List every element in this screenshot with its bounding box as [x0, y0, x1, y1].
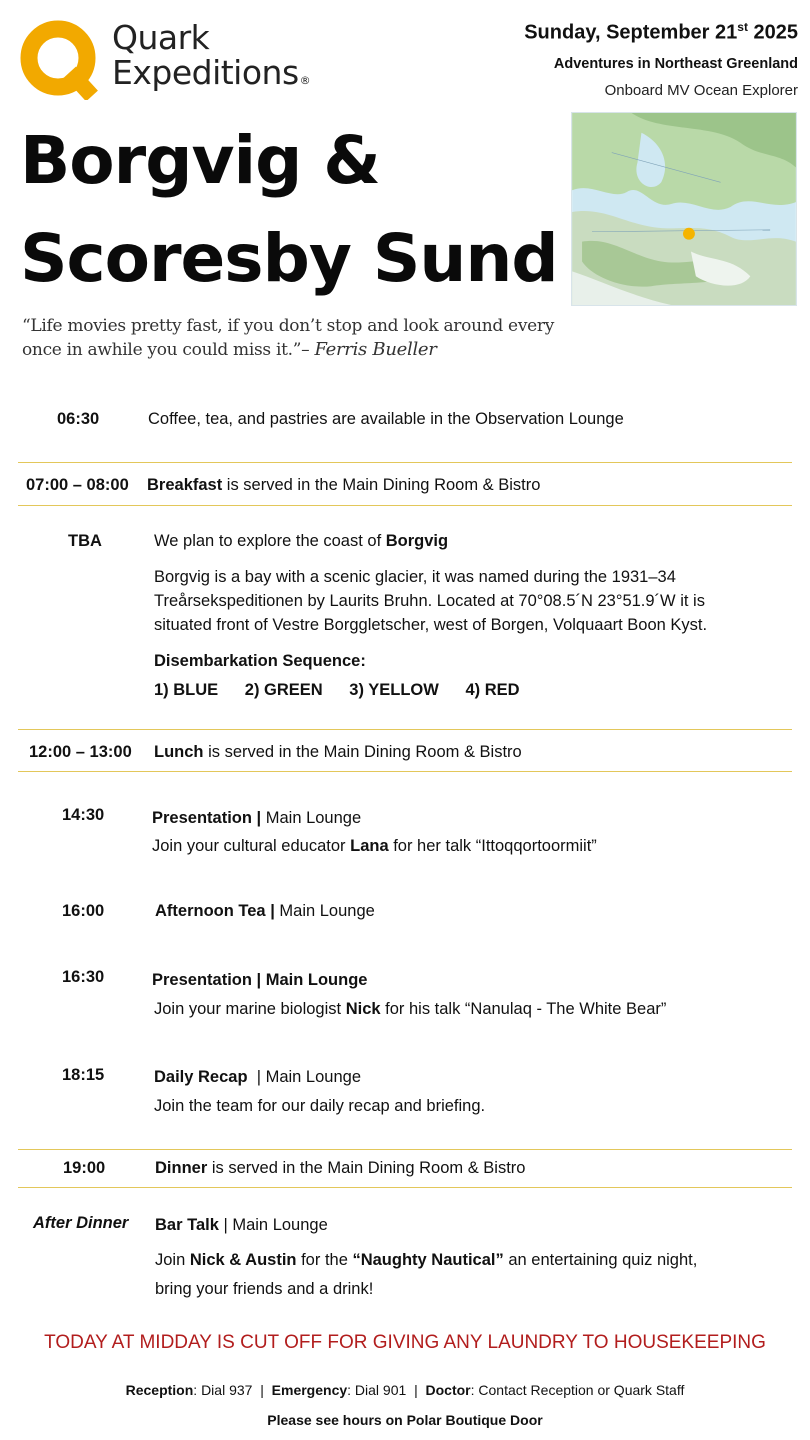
presentation-2-desc-end: for his talk “Nanulaq - The White Bear” — [380, 1000, 667, 1018]
registered-mark: ® — [299, 74, 311, 87]
bar-talk-hosts: Nick & Austin — [189, 1251, 297, 1269]
presentation-1-time: 14:30 — [62, 806, 105, 824]
presentation-2-desc-start: Join your marine biologist — [154, 1000, 346, 1018]
dinner-text — [155, 1159, 525, 1178]
contact-info — [0, 1382, 810, 1398]
bar-talk-venue: | Main Lounge — [218, 1216, 328, 1234]
route-map — [571, 112, 797, 306]
sequence-item: 1) BLUE — [154, 681, 219, 699]
tea-label: Afternoon Tea | — [155, 902, 280, 920]
tea-title — [155, 902, 375, 921]
lunch-label: Lunch — [154, 743, 204, 761]
tea-venue: Main Lounge — [279, 902, 375, 920]
page-title — [20, 112, 560, 308]
reception-value: : Dial 937 — [193, 1382, 253, 1398]
emergency-value: : Dial 901 — [347, 1382, 407, 1398]
title-line-2: Scoresby Sund — [20, 220, 558, 297]
borgvig-line: situated front of Vestre Borggletscher, west of Borgen, Volquaart Boon Kyst. — [154, 616, 708, 634]
bar-talk-event-desc: an entertaining quiz night, — [503, 1251, 698, 1269]
breakfast-label: Breakfast — [147, 476, 223, 494]
recap-venue: | Main Lounge — [247, 1068, 361, 1086]
trip-subtitle: Adventures in Northeast Greenland — [553, 56, 798, 72]
recap-desc: Join the team for our daily recap and briefing. — [154, 1097, 486, 1115]
dinner-desc: is served in the Main Dining Room & Bistro — [207, 1159, 526, 1177]
presentation-2-label: Presentation | Main Lounge — [152, 971, 368, 989]
recap-label: Daily Recap — [154, 1068, 248, 1086]
bar-talk-join: Join — [155, 1251, 190, 1269]
borgvig-intro-text: We plan to explore the coast of — [154, 532, 386, 550]
presentation-1-desc-start: Join your cultural educator — [152, 837, 351, 855]
borgvig-time: TBA — [68, 532, 102, 550]
presentation-1-desc — [152, 837, 597, 856]
date-suffix: st — [737, 20, 748, 34]
bar-talk-time: After Dinner — [33, 1214, 129, 1232]
borgvig-description — [154, 565, 790, 637]
brand-name — [112, 20, 310, 90]
bar-talk-desc-line-2: bring your friends and a drink! — [155, 1280, 374, 1298]
presentation-1-label: Presentation | — [152, 809, 266, 827]
brand-line-2: Expeditions — [112, 53, 299, 92]
disembarkation-sequence — [154, 681, 542, 700]
presentation-1-speaker: Lana — [350, 837, 389, 855]
presentation-1-title — [152, 809, 361, 828]
recap-title — [154, 1068, 361, 1087]
borgvig-intro — [154, 532, 448, 551]
lunch-text — [154, 743, 522, 762]
borgvig-intro-place: Borgvig — [385, 532, 449, 550]
boutique-notice: Please see hours on Polar Boutique Door — [267, 1412, 543, 1428]
coffee-text: Coffee, tea, and pastries are available in the Observation Lounge — [148, 410, 624, 428]
divider — [18, 729, 792, 730]
bar-talk-for: for the — [296, 1251, 353, 1269]
divider — [18, 1187, 792, 1188]
lunch-desc: is served in the Main Dining Room & Bistro — [203, 743, 522, 761]
doctor-value: : Contact Reception or Quark Staff — [470, 1382, 685, 1398]
bar-talk-desc-line-1 — [155, 1251, 697, 1270]
divider — [18, 771, 792, 772]
disembarkation-label: Disembarkation Sequence: — [154, 652, 366, 670]
borgvig-line: Borgvig is a bay with a scenic glacier, it was named during the 1931–34 — [154, 568, 676, 586]
bar-talk-event-name: “Naughty Nautical” — [352, 1251, 504, 1269]
title-line-1: Borgvig & — [20, 122, 380, 199]
tea-time: 16:00 — [62, 902, 105, 920]
breakfast-desc: is served in the Main Dining Room & Bistro — [222, 476, 541, 494]
presentation-2-speaker: Nick — [345, 1000, 381, 1018]
presentation-1-desc-end: for her talk “Ittoqqortoormiit” — [388, 837, 597, 855]
brand-logo — [18, 18, 318, 102]
borgvig-line: Treårsekspeditionen by Laurits Bruhn. Located at 70°08.5´N 23°51.9´W it is — [154, 592, 705, 610]
reception-label: Reception — [125, 1382, 194, 1398]
divider — [18, 462, 792, 463]
quark-logo-icon — [18, 18, 100, 100]
location-marker-icon — [683, 228, 695, 240]
presentation-1-venue: Main Lounge — [265, 809, 362, 827]
date-year: 2025 — [747, 21, 798, 44]
date-main: Sunday, September 21 — [524, 21, 738, 44]
laundry-notice: TODAY AT MIDDAY IS CUT OFF FOR GIVING ANY LAUNDRY TO HOUSEKEEPING — [44, 1332, 766, 1353]
coffee-time: 06:30 — [57, 410, 100, 428]
presentation-2-title — [152, 971, 367, 990]
sequence-item: 3) YELLOW — [349, 681, 439, 699]
divider — [18, 505, 792, 506]
breakfast-time: 07:00 – 08:00 — [26, 476, 129, 494]
footer-separator: | — [406, 1382, 426, 1398]
divider — [18, 1149, 792, 1150]
recap-time: 18:15 — [62, 1066, 105, 1084]
quote-text: “Life movies pretty fast, if you don’t stop and look around every once in awhile you could miss it.”– — [22, 316, 555, 360]
footer-separator: | — [252, 1382, 272, 1398]
page-date — [524, 20, 798, 45]
brand-line-1: Quark — [112, 18, 210, 57]
presentation-2-desc — [154, 1000, 666, 1019]
bar-talk-title — [155, 1216, 328, 1235]
sequence-item: 2) GREEN — [244, 681, 323, 699]
dinner-time: 19:00 — [63, 1159, 106, 1177]
breakfast-text — [147, 476, 540, 495]
dinner-label: Dinner — [155, 1159, 208, 1177]
quote-author: Ferris Bueller — [314, 339, 437, 360]
quote — [22, 314, 562, 362]
emergency-label: Emergency — [271, 1382, 348, 1398]
bar-talk-label: Bar Talk — [155, 1216, 219, 1234]
ship-name: Onboard MV Ocean Explorer — [604, 82, 798, 99]
presentation-2-time: 16:30 — [62, 968, 105, 986]
lunch-time: 12:00 – 13:00 — [29, 743, 132, 761]
sequence-item: 4) RED — [465, 681, 520, 699]
doctor-label: Doctor — [425, 1382, 471, 1398]
